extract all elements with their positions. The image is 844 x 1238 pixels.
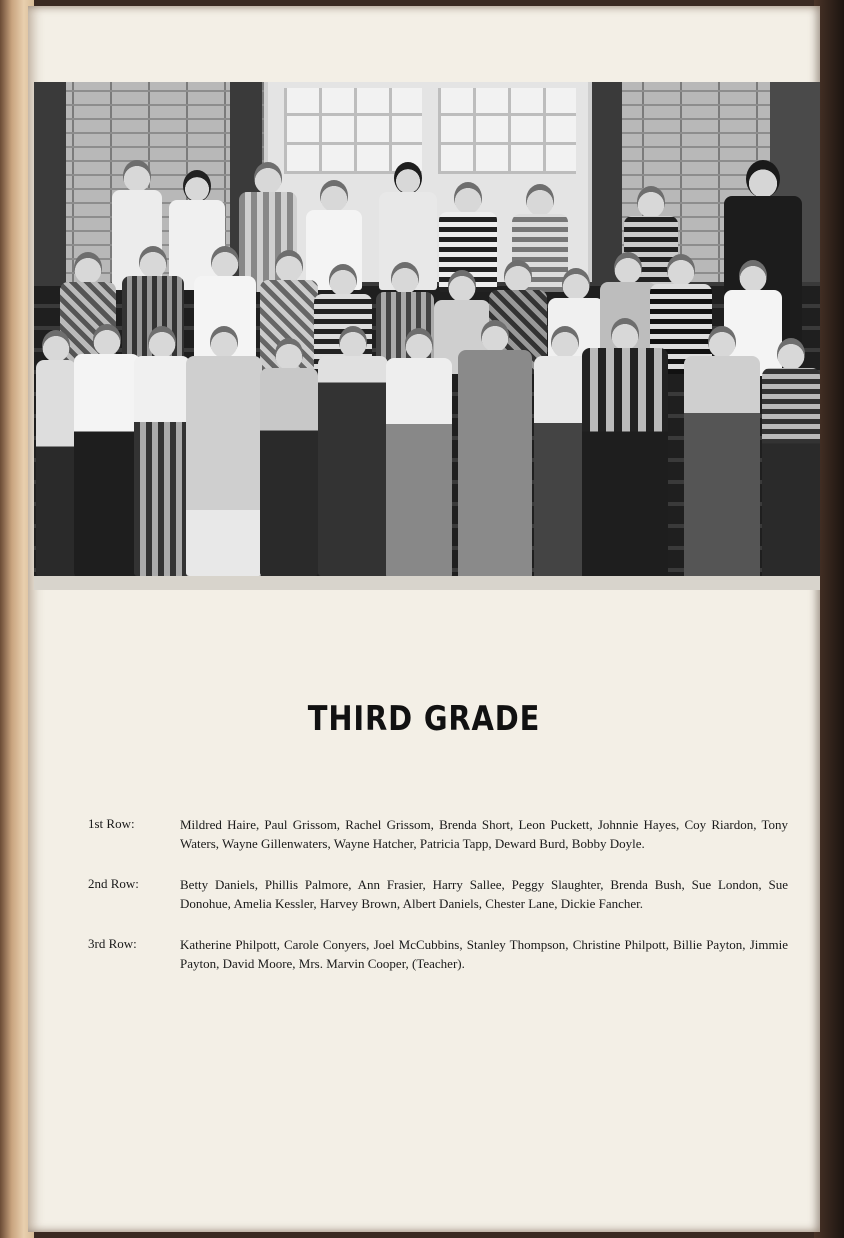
student-figure bbox=[684, 326, 760, 584]
student-figure bbox=[582, 318, 668, 580]
student-figure bbox=[36, 330, 76, 576]
student-figure bbox=[386, 328, 452, 578]
student-figure bbox=[260, 338, 318, 576]
row-names: Betty Daniels, Phillis Palmore, Ann Frasier, Harry Sallee, Peggy Slaughter, Brenda Bush, Sue London, Sue Donohue, Amelia Kessler, Harvey Brown, Albert Daniels, Chester Lane, Dickie Fancher. bbox=[180, 877, 788, 911]
row-label: 2nd Row: bbox=[88, 876, 139, 891]
row-label: 3rd Row: bbox=[88, 936, 137, 951]
sidewalk bbox=[34, 576, 820, 590]
class-photo bbox=[34, 82, 820, 590]
door-window bbox=[438, 88, 576, 174]
student-figure bbox=[74, 324, 140, 576]
student-figure bbox=[458, 320, 532, 580]
student-figure bbox=[186, 326, 262, 576]
student-figure bbox=[318, 326, 388, 576]
row-entry-3 bbox=[88, 936, 788, 973]
row-names: Mildred Haire, Paul Grissom, Rachel Grissom, Brenda Short, Leon Puckett, Johnnie Hayes, Coy Riardon, Tony Waters, Wayne Gillenwaters, Wayne Hatcher, Patricia Tapp, Deward Burd, Bobby Doyle. bbox=[180, 817, 788, 851]
page-title: THIRD GRADE bbox=[307, 699, 541, 739]
row-label: 1st Row: bbox=[88, 816, 135, 831]
student-figure bbox=[134, 326, 190, 576]
row-entry-1 bbox=[88, 816, 788, 853]
student-figure bbox=[762, 338, 820, 584]
row-entry-2 bbox=[88, 876, 788, 913]
row-names: Katherine Philpott, Carole Conyers, Joel McCubbins, Stanley Thompson, Christine Philpott, Billie Payton, Jimmie Payton, David Moore, Mrs. Marvin Cooper, (Teacher). bbox=[180, 937, 788, 971]
yearbook-page bbox=[28, 6, 820, 1232]
names-list bbox=[88, 816, 788, 996]
